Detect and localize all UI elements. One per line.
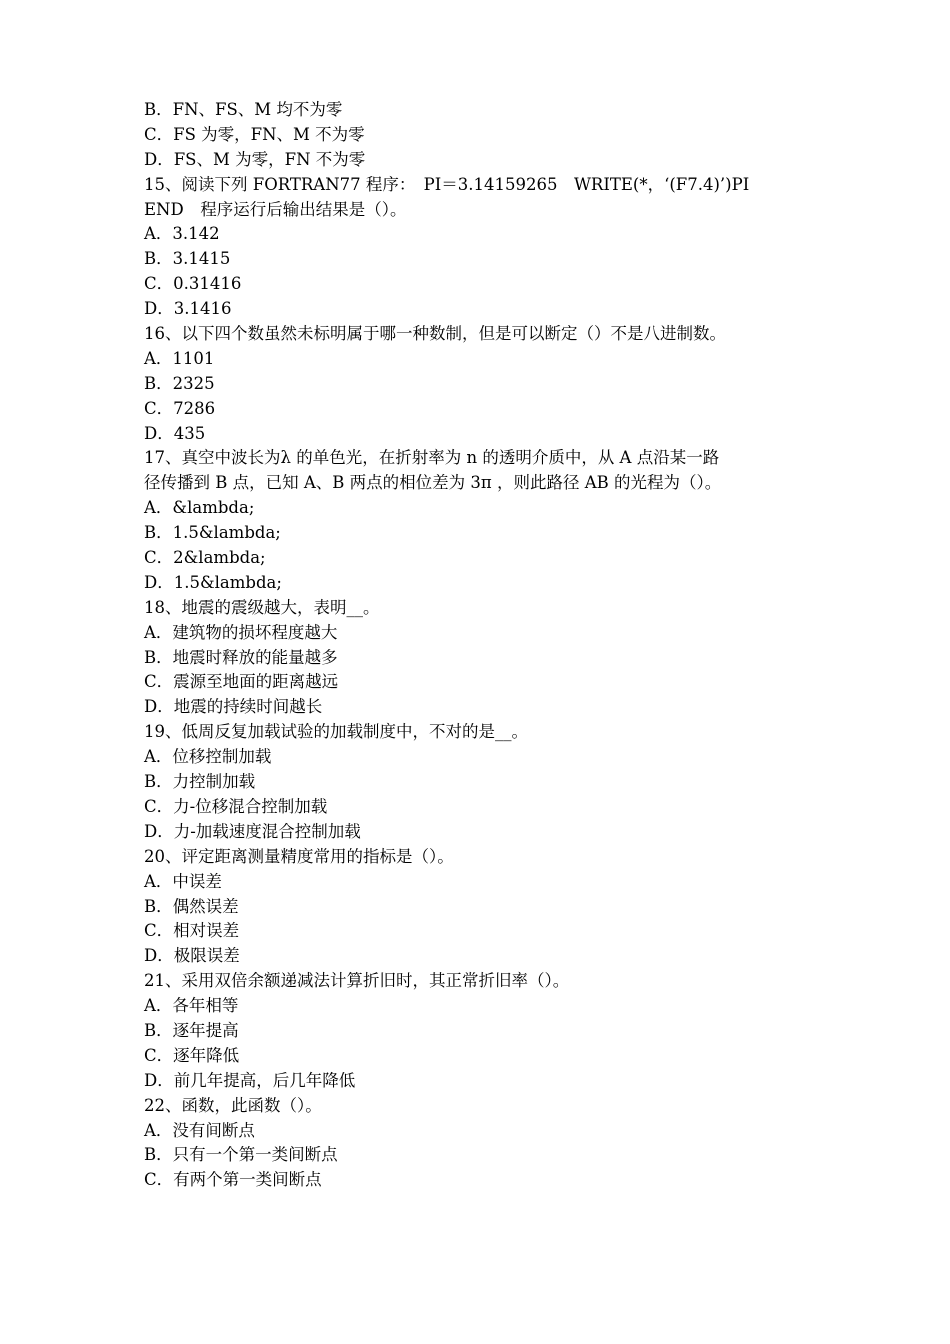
answer-option: A．3.142: [144, 224, 220, 244]
answer-option: B．力控制加载: [144, 772, 256, 792]
question-21: [144, 969, 808, 994]
answer-option: C．震源至地面的距离越远: [144, 672, 339, 692]
question-19: [144, 720, 808, 745]
answer-option: D．FS、M 为零，FN 不为零: [144, 149, 366, 169]
answer-option: B．3.1415: [144, 249, 231, 269]
answer-option: D．极限误差: [144, 946, 240, 966]
answer-option: A．建筑物的损坏程度越大: [144, 622, 338, 642]
answer-option: D．地震的持续时间越长: [144, 697, 323, 717]
answer-option: A．&lambda;: [144, 498, 255, 518]
answer-option: D．力-加载速度混合控制加载: [144, 821, 361, 841]
answer-option: C．7286: [144, 398, 216, 418]
question-text-line: 17、真空中波长为λ 的单色光，在折射率为 n 的透明介质中，从 A 点沿某一路: [144, 448, 720, 468]
answer-option: C．2&lambda;: [144, 548, 266, 568]
question-22: [144, 1094, 808, 1119]
answer-option: A．1101: [144, 348, 215, 368]
question-text-line: 径传播到 B 点，已知 A、B 两点的相位差为 3π ，则此路径 AB 的光程为（）。: [144, 473, 722, 493]
answer-option: D．435: [144, 423, 206, 443]
question-17: [144, 446, 808, 496]
question-18: [144, 596, 808, 621]
answer-option: B．2325: [144, 373, 215, 393]
answer-option: A．位移控制加载: [144, 747, 272, 767]
document-body: [144, 98, 808, 1193]
answer-option: C．相对误差: [144, 921, 240, 941]
question-text-line: 15、阅读下列 FORTRAN77 程序： PI＝3.14159265 WRITE(*，‘(F7.4)’)PI: [144, 174, 750, 194]
answer-option: A．各年相等: [144, 996, 239, 1016]
question-20: [144, 845, 808, 870]
question-16: [144, 322, 808, 347]
answer-option: A．没有间断点: [144, 1120, 255, 1140]
answer-option: B．逐年提高: [144, 1020, 239, 1040]
question-text-line: 19、低周反复加载试验的加载制度中，不对的是__。: [144, 722, 528, 742]
answer-option: B．偶然误差: [144, 896, 239, 916]
answer-option: B．只有一个第一类间断点: [144, 1145, 338, 1165]
answer-option: C．FS 为零，FN、M 不为零: [144, 124, 365, 144]
question-text-line: END 程序运行后输出结果是（）。: [144, 199, 407, 219]
question-text-line: 18、地震的震级越大，表明__。: [144, 597, 380, 617]
question-text-line: 20、评定距离测量精度常用的指标是（）。: [144, 846, 454, 866]
answer-option: B．地震时释放的能量越多: [144, 647, 338, 667]
answer-option: B．FN、FS、M 均不为零: [144, 100, 343, 119]
answer-option: B．1.5&lambda;: [144, 523, 281, 543]
answer-option: C．逐年降低: [144, 1045, 240, 1065]
question-15: [144, 173, 808, 223]
answer-option: C．力-位移混合控制加载: [144, 796, 328, 816]
answer-option: C．0.31416: [144, 274, 242, 294]
answer-option: C．有两个第一类间断点: [144, 1170, 322, 1190]
answer-option: D．3.1416: [144, 299, 232, 319]
answer-option: D．前几年提高，后几年降低: [144, 1070, 356, 1090]
answer-option: A．中误差: [144, 871, 222, 891]
answer-option: D．1.5&lambda;: [144, 572, 282, 592]
question-text-line: 21、采用双倍余额递减法计算折旧时，其正常折旧率（）。: [144, 971, 570, 991]
question-text-line: 22、函数，此函数（）。: [144, 1095, 322, 1115]
question-text-line: 16、以下四个数虽然未标明属于哪一种数制，但是可以断定（）不是八进制数。: [144, 324, 726, 344]
